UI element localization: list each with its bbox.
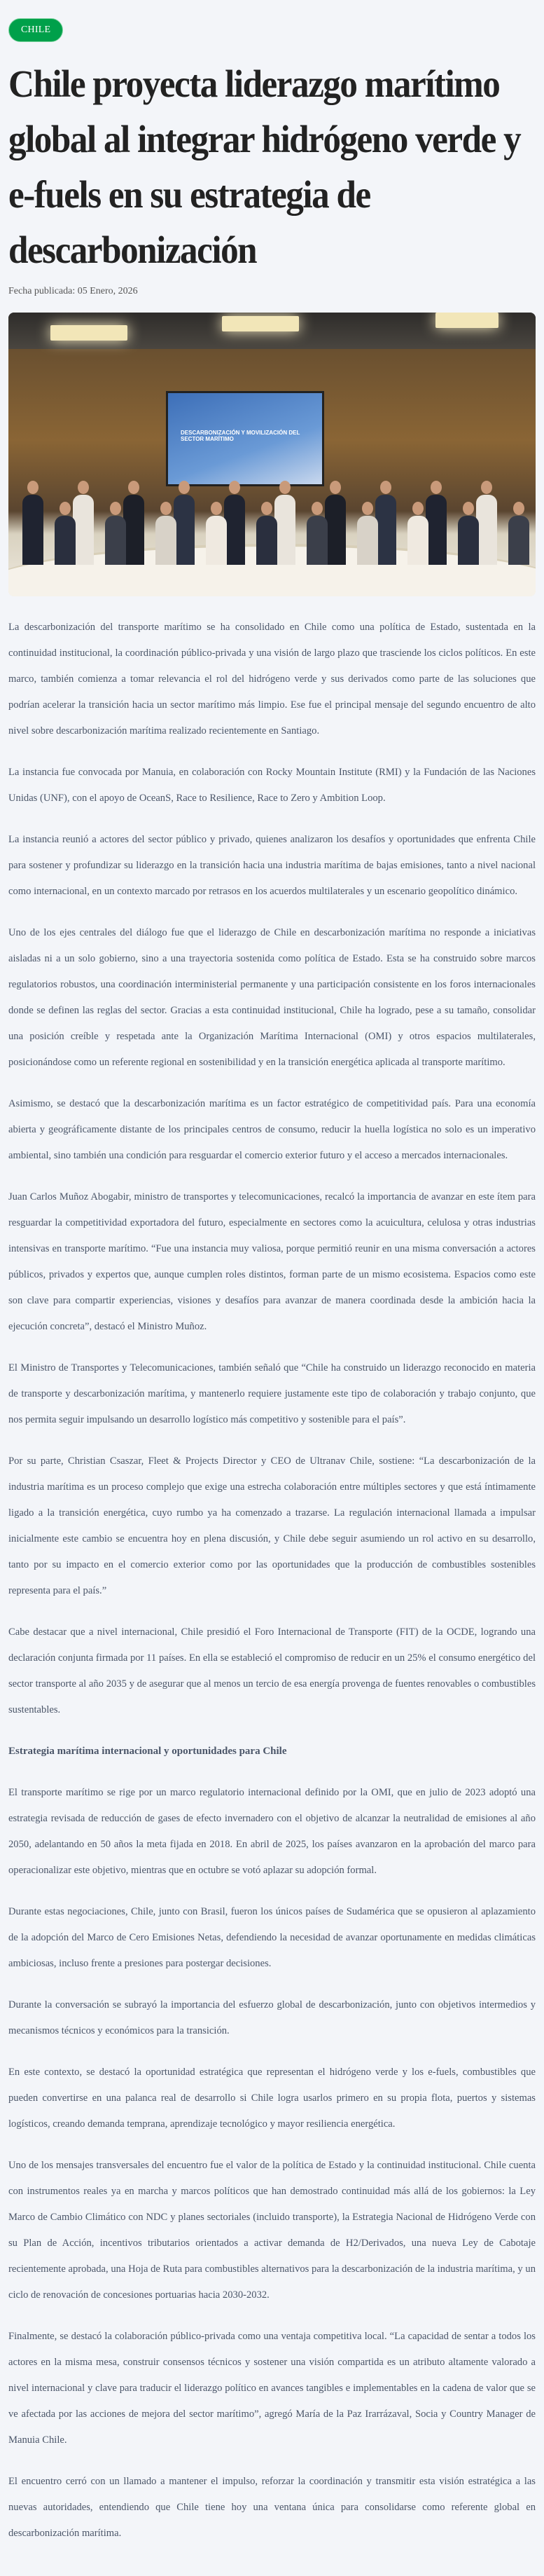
paragraph: Finalmente, se destacó la colaboración público-privada como una ventaja competitiva local. “La capacidad de sentar a todos los actores en la misma mesa, construir consensos técnicos y sostener una visión compartida es un atributo altamente valorado a nivel internacional y clave para traducir el liderazgo político en avances tangibles e implementables en la cadena de valor que se ve afectada por las acciones de mejora del sector marítimo”, agregó María de la Paz Irarrázaval, Socia y Country Manager de Manuia Chile.	[8, 2331, 536, 2446]
person-silhouette	[224, 495, 245, 565]
paragraph: En este contexto, se destacó la oportunidad estratégica que representan el hidrógeno verde y los e-fuels, combustibles que pueden convertirse en una palanca real de desarrollo si Chile logra usarlos primero en su propia flota, puertos y sistemas logísticos, creando demanda temprana, aprendizaje tecnológico y mayor resiliencia energética.	[8, 2067, 536, 2130]
paragraph: Cabe destacar que a nivel internacional, Chile presidió el Foro Internacional de Transporte (FIT) de la OCDE, logrando una declaración conjunta firmada por 11 países. En ella se estableció el compromiso de reducir en un 25% el consumo energético del sector transporte al año 2035 y de asegurar que al menos un tercio de esa energía provenga de fuentes renovables o combustibles sustentables.	[8, 1626, 536, 1715]
paragraph: El Ministro de Transportes y Telecomunicaciones, también señaló que “Chile ha construido un liderazgo reconocido en materia de transporte y descarbonización marítima, y mantenerlo requiere justamente este tipo de colaboración y trabajo conjunto, que nos permita seguir impulsando un desarrollo logístico más competitivo y sostenible para el país”.	[8, 1362, 536, 1425]
person-silhouette	[357, 516, 378, 565]
person-silhouette	[206, 516, 227, 565]
ceiling-light	[435, 313, 498, 328]
publish-date: Fecha publicada: 05 Enero, 2026	[8, 286, 138, 296]
section-heading: Estrategia marítima internacional y oportunidades para Chile	[8, 1746, 287, 1757]
paragraph: Uno de los ejes centrales del diálogo fue que el liderazgo de Chile en descarbonización marítima no responde a iniciativas aisladas ni a un solo gobierno, sino a una trayectoria sostenida como política de Estado. Esta se ha construido sobre marcos regulatorios robustos, una coordinación interministerial permanente y una participación consistente en los foros internacionales donde se definen las reglas del sector. Gracias a esta continuidad institucional, Chile ha logrado, pese a su tamaño, consolidar una posición creíble y respetada ante la Organización Marítima Internacional (OMI) y otros espacios multilaterales, posicionándose como un referente regional en sostenibilidad y en la transición energética aplicada al transporte marítimo.	[8, 927, 536, 1068]
article-body	[8, 615, 536, 2547]
paragraph: Durante estas negociaciones, Chile, junto con Brasil, fueron los únicos países de Sudamérica que se opusieron al aplazamiento de la adopción del Marco de Cero Emisiones Netas, defendiendo la necesidad de avanzar oportunamente en medidas climáticas ambiciosas, incluso frente a presiones para postergar decisiones.	[8, 1906, 536, 1969]
person-silhouette	[155, 516, 176, 565]
person-silhouette	[476, 495, 497, 565]
person-silhouette	[508, 516, 529, 565]
paragraph: Por su parte, Christian Csaszar, Fleet & Projects Director y CEO de Ultranav Chile, sostiene: “La descarbonización de la industria marítima es un proceso complejo que exige una estrecha colaboración entre múltiples sectores y que está íntimamente ligado a la transición energética, cuyo rumbo ya ha comenzado a trazarse. La regulación internacional llamada a impulsar inicialmente este cambio se encuentra hoy en plena discusión, y Chile debe seguir asumiendo un rol activo en su desarrollo, tanto por su impacto en el comercio exterior como por las oportunidades que la producción de combustibles sostenibles representa para el país.”	[8, 1455, 536, 1596]
paragraph: La instancia reunió a actores del sector público y privado, quienes analizaron los desafíos y oportunidades que enfrenta Chile para sostener y profundizar su liderazgo en la transición hacia una industria marítima de bajas emisiones, tanto a nivel nacional como internacional, en un contexto marcado por retrasos en los acuerdos multilaterales y un escenario geopolítico dinámico.	[8, 834, 536, 897]
person-silhouette	[174, 495, 195, 565]
paragraph: El transporte marítimo se rige por un marco regulatorio internacional definido por la OMI, que en julio de 2023 adoptó una estrategia revisada de reducción de gases de efecto invernadero con el objetivo de alcanzar la neutralidad de emisiones al año 2050, adelantando en 50 años la meta fijada en 2018. En abril de 2025, los países avanzaron en la aprobación del marco para operacionalizar este objetivo, mientras que en octubre se votó aplazar su adopción formal.	[8, 1787, 536, 1876]
ceiling-light	[50, 325, 127, 341]
person-silhouette	[274, 495, 295, 565]
person-silhouette	[325, 495, 346, 565]
person-silhouette	[426, 495, 447, 565]
paragraph: La descarbonización del transporte marítimo se ha consolidado en Chile como una política de Estado, sustentada en la continuidad institucional, la coordinación público-privada y una visión de largo plazo que trasciende los ciclos políticos. En este marco, también comienza a tomar relevancia el rol del hidrógeno verde y sus derivados como parte de las soluciones que podrían acelerar la transición hacia un sector marítimo más limpio. Ese fue el principal mensaje del segundo encuentro de alto nivel sobre descarbonización marítima realizado recientemente en Santiago.	[8, 622, 536, 737]
person-silhouette	[256, 516, 277, 565]
person-silhouette	[105, 516, 126, 565]
article-photo	[8, 313, 536, 596]
presentation-screen	[166, 391, 324, 486]
person-silhouette	[307, 516, 328, 565]
person-silhouette	[55, 516, 76, 565]
article-title: Chile proyecta liderazgo marítimo global al integrar hidrógeno verde y e-fuels en su estrategia de descarbonización	[8, 62, 521, 271]
person-silhouette	[458, 516, 479, 565]
person-silhouette	[375, 495, 396, 565]
paragraph: La instancia fue convocada por Manuia, en colaboración con Rocky Mountain Institute (RMI) y la Fundación de las Naciones Unidas (UNF), con el apoyo de OceanS, Race to Resilience, Race to Zero y Ambition Loop.	[8, 767, 536, 804]
paragraph: Asimismo, se destacó que la descarbonización marítima es un factor estratégico de competitividad país. Para una economía abierta y geográficamente distante de los principales centros de consumo, reducir la huella logística no solo es un imperativo ambiental, sino también una condición para resguardar el comercio exterior futuro y el acceso a mercados internacionales.	[8, 1098, 536, 1161]
paragraph: El encuentro cerró con un llamado a mantener el impulso, reforzar la coordinación y transmitir esta visión estratégica a las nuevas autoridades, entendiendo que Chile tiene hoy una ventana única para consolidarse como referente global en descarbonización marítima.	[8, 2476, 536, 2539]
paragraph: Durante la conversación se subrayó la importancia del esfuerzo global de descarbonización, junto con objetivos intermedios y mecanismos técnicos y económicos para la transición.	[8, 1999, 536, 2036]
paragraph: Juan Carlos Muñoz Abogabir, ministro de transportes y telecomunicaciones, recalcó la importancia de avanzar en este ítem para resguardar la competitividad exportadora del futuro, especialmente en sectores como la acuicultura, celulosa y otras industrias intensivas en transporte marítimo. “Fue una instancia muy valiosa, porque permitió reunir en una misma conversación a actores públicos, privados y expertos que, aunque cumplen roles distintos, forman parte de un mismo ecosistema. Espacios como este son clave para compartir experiencias, visiones y desafíos para avanzar de manera coordinada desde la ambición hacia la ejecución concreta”, destacó el Ministro Muñoz.	[8, 1191, 536, 1332]
screen-text: DESCARBONIZACIÓN Y MOVILIZACIÓN DEL SECTOR MARÍTIMO	[181, 430, 300, 442]
person-silhouette	[73, 495, 94, 565]
category-badge[interactable]: CHILE	[8, 18, 63, 42]
person-silhouette	[407, 516, 428, 565]
person-silhouette	[123, 495, 144, 565]
person-silhouette	[22, 495, 43, 565]
paragraph: Uno de los mensajes transversales del encuentro fue el valor de la política de Estado y la continuidad institucional. Chile cuenta con instrumentos reales ya en marcha y marcos políticos que han demostrado continuidad más allá de los gobiernos: la Ley Marco de Cambio Climático con NDC y planes sectoriales (incluido transporte), la Estrategia Nacional de Hidrógeno Verde con su Plan de Acción, incentivos tributarios orientados a activar demanda de H2/Derivados, una nueva Ley de Cabotaje recientemente aprobada, una Hoja de Ruta para combustibles alternativos para la descarbonización de la industria marítima, y un ciclo de renovación de concesiones portuarias hacia 2030-2032.	[8, 2160, 536, 2301]
ceiling-light	[222, 316, 299, 331]
